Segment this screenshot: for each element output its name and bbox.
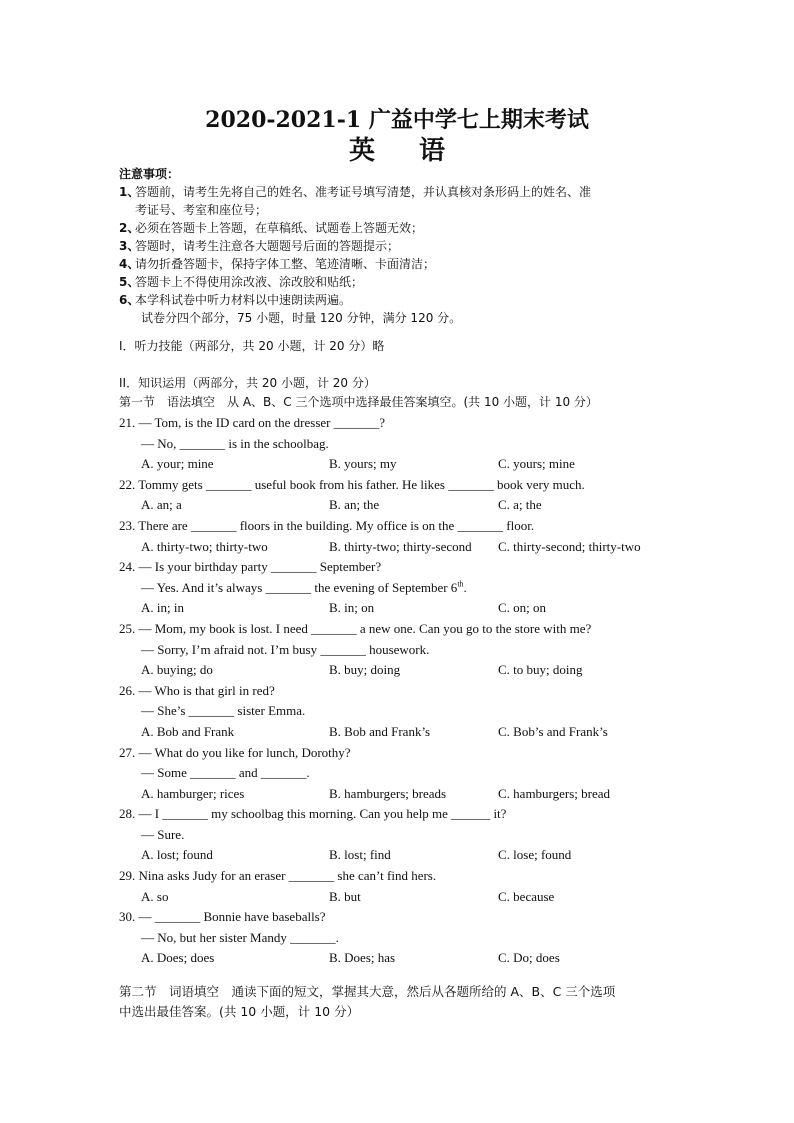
section2-heading	[119, 982, 679, 1022]
option-b: B. in; on	[329, 600, 375, 616]
question-options	[119, 598, 679, 619]
question-stem: 30. — _______ Bonnie have baseballs?	[119, 909, 326, 925]
option-c: C. to buy; doing	[498, 662, 583, 678]
part1-heading: I．听力技能（两部分，共 20 小题，计 20 分）略	[119, 339, 385, 353]
question-stem: 24. — Is your birthday party _______ September?	[119, 559, 382, 575]
note-item: 5、 答题卡上不得使用涂改液、涂改胶和贴纸；	[119, 275, 364, 289]
note-item: 考证号、考室和座位号；	[135, 203, 268, 217]
option-a: A. Bob and Frank	[141, 723, 235, 739]
option-b: B. hamburgers; breads	[329, 785, 447, 801]
question-stem: 22. Tommy gets _______ useful book from his father. He likes _______ book very much.	[119, 476, 585, 492]
option-a: A. an; a	[141, 497, 182, 513]
option-c: C. on; on	[498, 600, 547, 616]
option-b: B. Bob and Frank’s	[329, 723, 431, 739]
question-stem: — No, but her sister Mandy _______.	[141, 929, 339, 945]
note-item: 1、 答题前，请考生先将自己的姓名、准考证号填写清楚，并认真核对条形码上的姓名、准	[119, 185, 592, 199]
option-a: A. thirty-two; thirty-two	[141, 538, 268, 554]
note-item: 4、 请勿折叠答题卡，保持字体工整、笔迹清晰、卡面清洁；	[119, 257, 436, 271]
exam-info: 试卷分四个部分，75 小题，时量 120 分钟，满分 120 分。	[141, 311, 462, 325]
option-c: C. because	[498, 888, 555, 904]
question-options	[119, 887, 679, 908]
question-stem: — Some _______ and _______.	[141, 765, 310, 781]
option-a: A. Does; does	[141, 950, 215, 966]
questions	[119, 413, 679, 969]
question-stem: 23. There are _______ floors in the building. My office is on the _______ floor.	[119, 517, 535, 533]
question-options	[119, 537, 679, 558]
question-stem: 29. Nina asks Judy for an eraser _______ she can’t find hers.	[119, 868, 437, 884]
section1-heading: 第一节 语法填空 从 A、B、C 三个选项中选择最佳答案填空。(共 10 小题，计 10 分）	[119, 395, 598, 409]
question-stem: 28. — I _______ my schoolbag this morning. Can you help me ______ it?	[119, 806, 507, 822]
question-options	[119, 454, 679, 475]
option-a: A. your; mine	[141, 456, 214, 472]
option-b: B. an; the	[329, 497, 380, 513]
option-a: A. buying; do	[141, 662, 213, 678]
question-stem: — She’s _______ sister Emma.	[141, 703, 306, 719]
option-a: A. so	[141, 888, 169, 904]
option-a: A. lost; found	[141, 847, 213, 863]
option-c: C. hamburgers; bread	[498, 785, 611, 801]
notes-heading: 注意事项：	[119, 167, 180, 181]
question-stem: 21. — Tom, is the ID card on the dresser _______?	[119, 415, 386, 430]
option-b: B. but	[329, 888, 361, 904]
question-stem: — Sure.	[141, 826, 185, 842]
option-a: A. in; in	[141, 600, 184, 616]
question-options	[119, 495, 679, 516]
question-options	[119, 784, 679, 805]
option-c: C. yours; mine	[498, 456, 575, 472]
option-c: C. thirty-second; thirty-two	[498, 538, 641, 554]
question-stem: 27. — What do you like for lunch, Dorothy?	[119, 744, 351, 760]
option-b: B. Does; has	[329, 950, 396, 966]
part2-heading: II．知识运用（两部分，共 20 小题，计 20 分）	[119, 376, 376, 390]
question-stem: — No, _______ is in the schoolbag.	[141, 435, 329, 451]
section2-line: 中选出最佳答案。(共 10 小题，计 10 分）	[119, 1004, 360, 1019]
question-options	[119, 722, 679, 743]
option-b: B. thirty-two; thirty-second	[329, 538, 472, 554]
option-c: C. Do; does	[498, 950, 560, 966]
option-b: B. lost; find	[329, 847, 391, 863]
question-stem: 26. — Who is that girl in red?	[119, 682, 275, 698]
option-c: C. Bob’s and Frank’s	[498, 723, 608, 739]
exam-title: 2020-2021-1 广益中学七上期末考试	[205, 107, 589, 133]
option-b: B. yours; my	[329, 456, 397, 472]
question-options	[119, 845, 679, 866]
note-item: 3、 答题时，请考生注意各大题题号后面的答题提示；	[119, 239, 400, 253]
question-stem: — Yes. And it’s always _______ the evening of September 6th.	[141, 579, 467, 595]
option-b: B. buy; doing	[329, 662, 401, 678]
note-item: 6、 本学科试卷中听力材料以中速朗读两遍。	[119, 293, 352, 307]
subject-title: 英语	[348, 136, 489, 166]
notes-block	[119, 165, 689, 327]
option-c: C. a; the	[498, 497, 542, 513]
option-a: A. hamburger; rices	[141, 785, 245, 801]
question-options	[119, 948, 679, 969]
question-options	[119, 660, 679, 681]
note-item: 2、 必须在答题卡上答题，在草稿纸、试题卷上答题无效；	[119, 221, 424, 235]
question-stem: — Sorry, I’m afraid not. I’m busy _______ housework.	[141, 641, 430, 657]
question-stem: 25. — Mom, my book is lost. I need _______ a new one. Can you go to the store with me?	[119, 620, 592, 636]
option-c: C. lose; found	[498, 847, 572, 863]
section2-line: 第二节 词语填空 通读下面的短文，掌握其大意，然后从各题所给的 A、B、C 三个选项	[119, 984, 616, 999]
